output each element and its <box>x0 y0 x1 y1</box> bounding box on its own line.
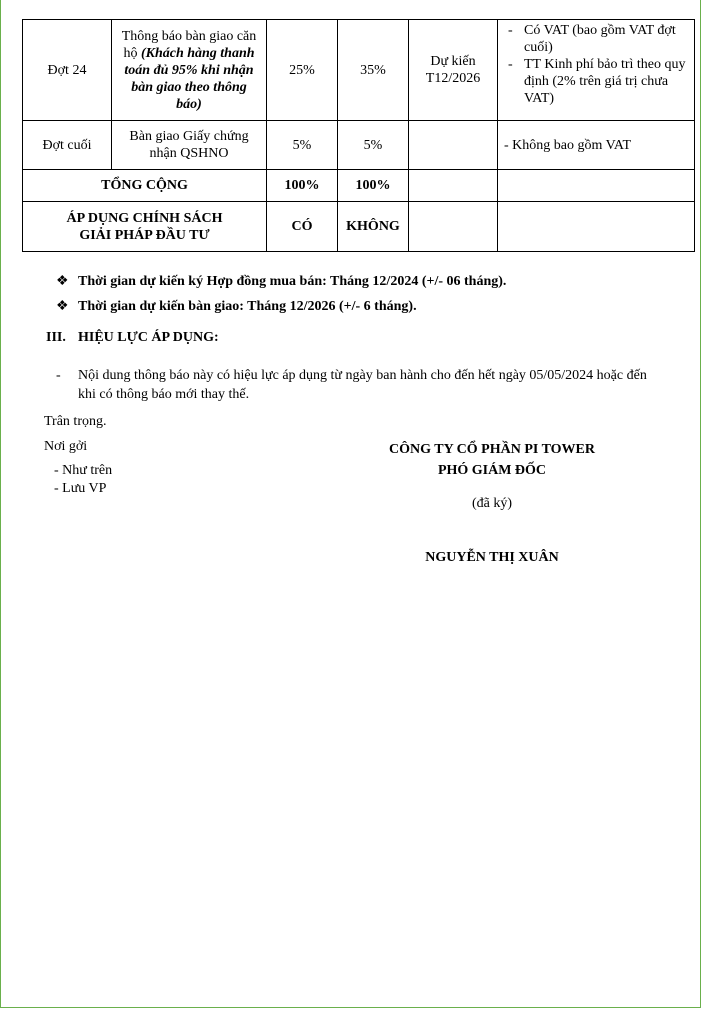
total-b: 100% <box>338 170 409 202</box>
notes-list <box>504 22 688 107</box>
content-emphasis: (Khách hàng thanh toán đủ 95% khi nhận bàn giao theo thông báo) <box>124 45 255 112</box>
content-cell: Bàn giao Giấy chứng nhận QSHNO <box>112 121 267 170</box>
empty-cell <box>498 170 695 202</box>
percent-b-cell: 35% <box>338 20 409 121</box>
note-contract-date <box>56 273 506 290</box>
diamond-bullet-icon: ❖ <box>56 299 69 314</box>
section-number: III. <box>46 330 66 345</box>
empty-cell <box>409 202 498 252</box>
total-a: 100% <box>267 170 338 202</box>
phase-cell: Đợt cuối <box>23 121 112 170</box>
content-plain: Thông báo bàn giao căn hộ <box>121 28 257 61</box>
recipient-item: - Lưu VP <box>54 481 107 496</box>
section-title: HIỆU LỰC ÁP DỤNG: <box>78 330 219 345</box>
table-row <box>23 20 695 121</box>
percent-a-cell: 25% <box>267 20 338 121</box>
empty-cell <box>498 202 695 252</box>
validity-text: Nội dung thông báo này có hiệu lực áp dụng từ ngày ban hành cho đến hết ngày 05/05/2024 hoặc đến khi có thông báo mới thay thế. <box>78 368 647 402</box>
percent-a-cell: 5% <box>267 121 338 170</box>
list-item: - TT Kinh phí bảo trì theo quy định (2% trên giá trị chưa VAT) <box>504 56 688 107</box>
closing-text: Trân trọng. <box>44 414 107 429</box>
list-item: - Có VAT (bao gồm VAT đợt cuối) <box>504 22 688 56</box>
validity-paragraph <box>56 366 656 404</box>
notes-cell <box>498 20 695 121</box>
time-cell <box>409 121 498 170</box>
percent-b-cell: 5% <box>338 121 409 170</box>
section-heading <box>46 330 219 346</box>
recipient-item: - Như trên <box>54 463 113 478</box>
phase-cell: Đợt 24 <box>23 20 112 121</box>
empty-cell <box>409 170 498 202</box>
note-handover-date <box>56 298 417 315</box>
company-name: CÔNG TY CỔ PHẦN PI TOWER <box>388 442 595 457</box>
dash-marker: - <box>56 368 61 383</box>
content-cell <box>112 20 267 121</box>
policy-a: CÓ <box>267 202 338 252</box>
payment-schedule-table <box>22 19 695 252</box>
time-cell: Dự kiến T12/2026 <box>409 20 498 121</box>
table-row <box>23 202 695 252</box>
table-row <box>23 170 695 202</box>
total-label: TỔNG CỘNG <box>23 170 267 202</box>
note-text: Thời gian dự kiến ký Hợp đồng mua bán: Tháng 12/2024 (+/- 06 tháng). <box>78 274 507 289</box>
signed-marker: (đã ký) <box>471 496 513 511</box>
table-row <box>23 121 695 170</box>
policy-b: KHÔNG <box>338 202 409 252</box>
diamond-bullet-icon: ❖ <box>56 274 69 289</box>
policy-label: ÁP DỤNG CHÍNH SÁCH GIẢI PHÁP ĐẦU TƯ <box>23 202 267 252</box>
recipients-label: Nơi gởi <box>44 439 88 454</box>
notes-cell: - Không bao gồm VAT <box>498 121 695 170</box>
signer-name: NGUYỄN THỊ XUÂN <box>425 550 559 565</box>
signer-position: PHÓ GIÁM ĐỐC <box>437 463 547 478</box>
note-text: Thời gian dự kiến bàn giao: Tháng 12/2026 (+/- 6 tháng). <box>78 299 417 314</box>
